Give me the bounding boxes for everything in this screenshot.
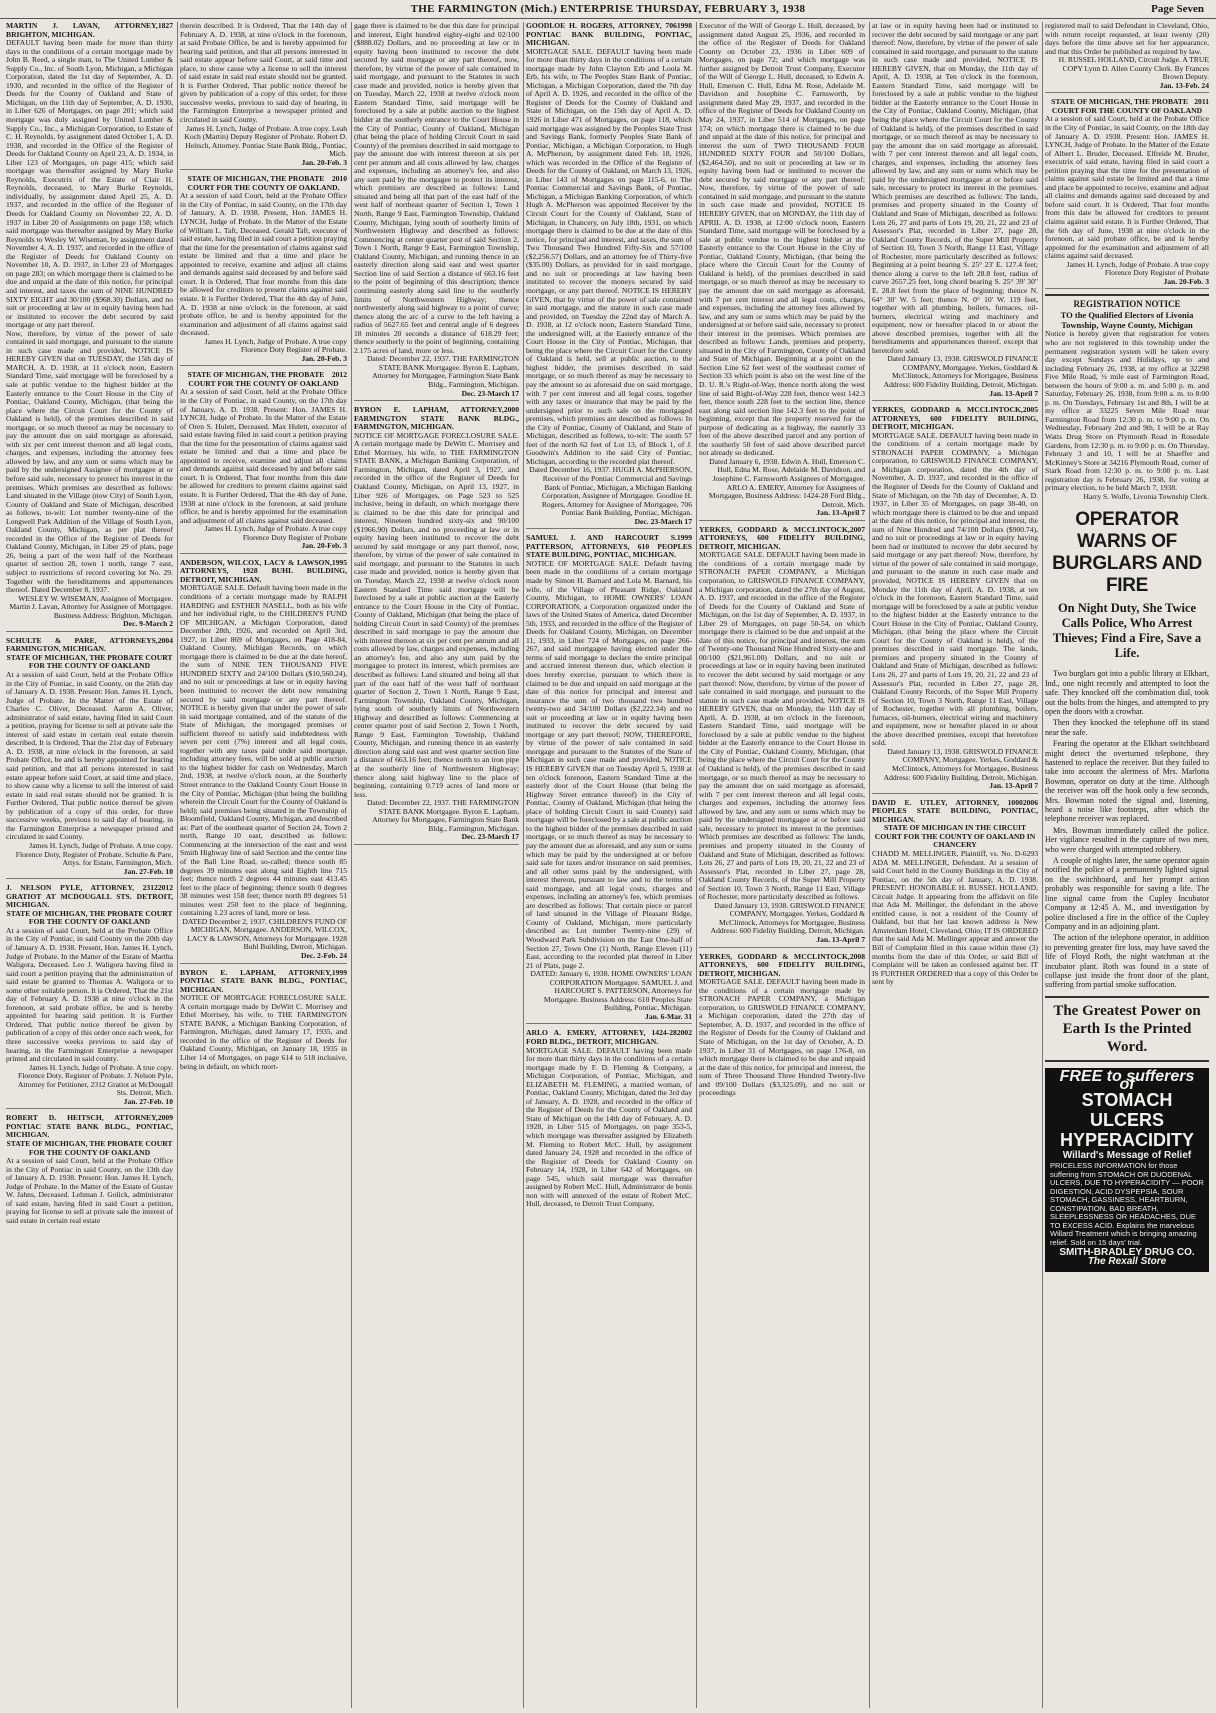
notice-number: 2000 — [503, 405, 519, 415]
story-body — [1045, 669, 1209, 989]
legal-notice — [180, 559, 347, 964]
notice-signature: Dated January 13, 1938. GRISWOLD FINANCE COMPANY, Mortgagee. Yerkes, Goddard & McClintock, Attorneys for Mortgagee, Business Address: 600 Fidelity Building, Detroit, Michigan. — [883, 354, 1038, 389]
legal-notice — [6, 22, 173, 632]
legal-notice — [872, 799, 1038, 987]
notice-heading: ROBERT D. HEITSCH, ATTORNEY, PONTIAC STATE BANK BLDG., PONTIAC, MICHIGAN. — [6, 1113, 173, 1140]
notice-heading: MARTIN J. LAVAN, ATTORNEY, BRIGHTON, MICHIGAN. — [6, 22, 158, 39]
notice-body: At a session of said Court, held at the Probate Office in the City of Pontiac in said County, on the 13th day of January A. D. 1938. Present: Hon. James H. Lynch, Judge of Probate. In the Matter of the Estate of Gustav W. Jahns, Deceased. Lehman J. Golick, administrator of said estate, having filed in said Court a petition, praying for license to sell at private sale the interest of said estate in certain real estate — [6, 1156, 173, 1225]
court-heading: STATE OF MICHIGAN, THE PROBATE COURT FOR THE COUNTY OF OAKLAND — [6, 1139, 173, 1157]
publication-dates: Jan. 27-Feb. 10 — [6, 868, 173, 880]
publication-dates: Jan. 27-Feb. 10 — [6, 1098, 173, 1110]
notice-body: DEFAULT having been made for more than thirty days in the conditions of a certain mortgage made by John B. Reed, a single man, to The United Lumber & Supply Co., Inc. of South Lyon, Michigan, a Michigan Corporation, dated the 1st day of September, A. D. 1930, and recorded in the office of the Register of Deeds for the County of Oakland and State of Michigan, on the 11th day of September, A. D. 1930, in Liber 626 of Mortgages, on page 201; which said mortgage was duly assigned by United Lumber & Supply Co., Inc., a Michigan Corporation, to Estate of C. H. Reynolds, by assignment dated October 1, A. D. 1938, and recorded in the Office of the Register of Deeds for Oakland County on April 23, A. D. 1934, in Liber 123 of Mortgages, on page 415; which said mortgage was thereafter assigned by Mary Burke Reynolds, Executrix of the Estate of Clair H. Reynolds, deceased, to Mary Burke Reynolds, individually, by assignment dated April 25, A. D. 1937, and recorded in the office of the Register of Deeds for Oakland County on November 22, A. D. 1937 in Liber 20 of Assignments on page 158; which said mortgage was thereafter assigned by Mary Burke Reynolds to Wesley W. Wiseman, by assignment dated November 4, A. D. 1937, and recorded in the office of the Register of Deeds for Oakland County on November 10, A. D. 1937, in Liber 23 of Mortgages on page 283; on which mortgage there is claimed to be due and unpaid at the date of this notice, for principal and interest, and taxes the sum of NINE HUNDRED SIXTY EIGHT and 30/100 ($968.30) Dollars, and no suit or proceeding at law or in equity having been had or instituted to recover the debt secured by said mortgage or any part thereof. — [6, 38, 173, 330]
publication-dates: Jan. 13-Feb. 24 — [1045, 82, 1209, 94]
publication-dates: Jan. 20-Feb. 3 — [180, 542, 347, 554]
notice-body: at law or in equity having been had or instituted to recover the debt secured by said mortgage or any part thereof: Now, therefore, by virtue of the power of sale contained in said mortgage, and pursuant to the statute in such case made and provided, NOTICE IS HEREBY GIVEN, that on Monday, the 11th day of April, A. D. 1938, at Ten o'clock in the forenoon, Eastern Standard Time, said mortgage will be foreclosed by a sale at public vendue to the highest bidder at the Easterly entrance to the Court House in the City of Pontiac, Oakland County, Michigan, (that being the place where the Circuit Court for the County of Oakland is held), of the premises described in said mortgage, or so much thereof as may be necessary to pay the amount due on said mortgage as aforesaid, with 7 per cent interest thereon and all legal costs, charges, and expenses, including the attorney fees allowed by law, and any sum or sums which may be paid by the undersigned mortgagee at or before said sale, necessary to protect its interest in the premises. Which premises are described as follows: The lands, premises and property situated in the County of Oakland and State of Michigan, described as follows: Lots 26, 27 and parts of Lots 19, 20, 21, 22 and 23 of Assessor's Plat, recorded in Liber 27, page 28, Oakland County Records, of the Super Mill Property of Section 10, Town 3 North, Range 11 East, Village of Rochester, more particularly described as follows: Beginning at a point bearing S. 25° 23' E. 127.4 feet; thence along a curve to the left 28.8 feet, radius of curve 2657.25 feet, long chord bearing S. 25° 39' 30" E. 28.8 feet from the place of beginning; thence N. 64° 30' W. 5 feet; thence N. 0° 10' W. 119 feet, together with all plumbing, boilers, furnaces, oil-burners, electrical wiring and machinery and equipment, now or hereafter placed in or about the above described premises, together with all the hereditaments and appurtenances thereof, except that heretofore sold. — [872, 22, 1038, 355]
notice-number: 2005 — [1022, 405, 1038, 415]
story-paragraph: Two burglars got into a public library at Elkhart, Ind., one night recently and attempted to loot the safe. They knocked off the combination dial, took out the bolts from the hinges, and attempted to pry open the doors with a crowbar. — [1045, 669, 1209, 716]
notice-body: At a session of said Court, held at the Probate Office in the City of Pontiac, in said County, on the 26th day of January A. D. 1938. Present: Hon. James H. Lynch, Judge of Probate. In the Matter of the Estate of Charles C. Oliver, Deceased. Aaron A. Oliver, administrator of said estate, having filed in said Court a petition, praying for license to sell at private sale the interest of said estate in certain real estate therein described, It is Ordered, That the 21st day of February A. D. 1938, at nine o'clock in the forenoon, at said Probate Office, be and is hereby appointed for hearing said petition, and that all persons interested in said estate appear before said Court, at said time and place, to show cause why a license to sell the interest of said estate in said real estate should not be granted. It is Further Ordered, That public notice thereof be given by publication of a copy of this order, for three successive weeks, previous to said day of hearing, in the Farmington Enterprise a newspaper printed and circulated in said County. — [6, 670, 173, 842]
ad-rexall-store: The Rexall Store — [1087, 1255, 1167, 1267]
ad-willards-message: Willard's Message of Relief — [1062, 1149, 1192, 1161]
notice-body: At a session of said Court, held at the Probate Office in the City of Pontiac, in said County, on the 17th day of January, A. D. 1938. Present, Hon. JAMES H. LYNCH, Judge of Probate. In the Matter of the Estate of William L. Taft, Deceased. Gerald Taft, executor of said estate, having filed in said court a petition praying that the time for the presentation of claims against said estate be limited and that a time and place be appointed to receive, examine and adjust all claims and demands against said deceased by and before said court. It is Ordered, That four months from this date be allowed for creditors to present claims against said estate. It is Further Ordered, That the 4th day of June, A. D. 1938 at nine o'clock in the forenoon, at said probate office, be and is hereby appointed for the examination and adjustment of all claims against said deceased. — [180, 191, 347, 338]
stomach-ulcer-advertisement — [1045, 1068, 1209, 1273]
legal-notice — [526, 534, 692, 1024]
notice-signature: James H. Lynch, Judge of Probate. A true copy. Florence Doty, Register of Probate. Schulte & Pare, Attys. for Estate, Farmington, Mich. — [15, 840, 173, 868]
notice-number: 1999 — [331, 967, 347, 977]
notice-signature: DATED: January 6, 1938. HOME OWNERS' LOAN CORPORATION Mortgagee. SAMUEL J. and HARCOURT S. PATTERSON, Attorneys for Mortgagee. Business Address: 610 Peoples State Building, Pontiac, Michigan. — [530, 969, 692, 1013]
notice-number: 1998 — [676, 22, 692, 30]
notice-signature: Dated: December 22, 1937. THE FARMINGTON STATE BANK Mortgagee. Byron E. Lapham, Attorney for Mortgagee, Farmington State Bank Bldg., Farmington, Michigan. — [366, 354, 519, 389]
notice-heading: YERKES, GODDARD & MCCLINTOCK, ATTORNEYS, 600 FIDELITY BUILDING, DETROIT, MICHIGAN. — [872, 405, 1038, 432]
notice-number: 2007 — [849, 524, 865, 534]
legal-notice — [354, 406, 519, 845]
masthead-title: THE FARMINGTON (Mich.) ENTERPRISE THURSDAY, FEBRUARY 3, 1938 — [410, 3, 806, 15]
publication-dates: Jan. 20-Feb. 3 — [180, 159, 347, 171]
legal-notice — [6, 637, 173, 879]
notice-heading: BYRON E. LAPHAM, ATTORNEY, PONTIAC STATE BANK BLDG., PONTIAC, MICHIGAN. — [180, 967, 347, 994]
notice-body: MORTGAGE SALE. DEFAULT having been made in the conditions of a certain mortgage made by STRONACH PAPER COMPANY, a Michigan corporation, to GRISWOLD FINANCE COMPANY, a Michigan corporation, dated the 27th day of August, A. D. 1937, and recorded in the office of the Register of Deeds for the County of Oakland and State of Michigan, on the 1st day of September, A. D. 1937, in Liber 29 of Mortgages, on page 50-54, on which mortgage there is claimed to be due and unpaid at the date of this notice, for principal and interest, the sum of Twenty-one Thousand Nine Hundred Sixty-one and 00/100 ($21,961.00) Dollars, and no suit or proceedings at law or in equity having been instituted to recover the debt secured by said mortgage or any part thereof: Now, therefore, by virtue of the power of sale contained in said mortgage, and pursuant to the statute in such case made and provided, NOTICE IS HEREBY GIVEN, that on Monday, the 11th day of April, A. D. 1938, at ten o'clock in the forenoon, Eastern Standard Time, said mortgage will be foreclosed by a sale at public vendue to the highest bidder at the Easterly entrance to the Court House in the City of Pontiac, Oakland County, Michigan, (that being the place where the Circuit Court for the County of Oakland is held), of the premises described in said mortgage, or so much thereof as may be necessary to pay the amount due on said mortgage as aforesaid, with 7 per cent interest thereon and all legal costs, charges and expenses, including the attorney fees allowed by law, and any sum or sums which may be paid by the undersigned mortgagee at or before said sale, necessary to protect its interest in the premises. Which premises are described as follows: The lands, premises and property situated in the County of Oakland and State of Michigan, described as follows: Lots 26, 27 and parts of Lots 19, 20, 21, 22 and 23 of Assessor's Plat, recorded in Liber 27, page 28, Oakland County Records, of the Super Mill Property of Section 10, Town 3 North, Range 11 East, Village of Rochester, more particularly described as follows. — [699, 550, 865, 902]
registration-heading: REGISTRATION NOTICE — [1045, 294, 1209, 310]
legal-notice — [180, 371, 347, 553]
publication-dates: Jan. 13-April 7 — [872, 782, 1038, 794]
column-4 — [526, 22, 697, 1708]
notice-body-continued: Now, therefore, by virtue of the power of sale contained in said mortgage, and pursuant to the statute in such case made and provided, NOTICE IS HEREBY GIVEN that on TUESDAY, the 15th day of MARCH, A. D. 1938, at 11 o'clock noon, Eastern Standard Time, said mortgage will be foreclosed by a sale at public vendue to the highest bidder at the Easterly entrance to the Court House in the City of Pontiac, Oakland County, Michigan, (that being the place where the Circuit Court for the County of Oakland is held), of the premises described in said mortgage, or so much thereof as may be necessary to pay the amount due on said mortgage as aforesaid, with six per cent interest thereon and all legal costs, charges, and expenses, including the attorney fees allowed by law, and any sum or sums which may be paid by the undersigned Assignee of mortgagee at or before said sale, necessary to protect his interest in the premises. Which premises are described as follows: Land situated in the Village (now City) of South Lyon, County of Oakland and State of Michigan, described as follows, to-wit: Lot number twenty-nine of the Longwell Park Addition of the Village of South Lyon, Oakland County, Michigan, as per plat thereof recorded in the Office of the Register of Deeds for Oakland County, Michigan, in Liber 29 of plats, page 26, being a part of the west half of the Northeast quarter of section 28, town 1 north, range 7 east, subject to restrictions of record covering lot No. 29. Together with the hereditaments and appurtenances thereof. Dated December 8, 1937. — [6, 328, 173, 595]
publication-dates: Dec. 23-March 17 — [354, 833, 519, 845]
notice-number: 1827 — [157, 22, 173, 30]
legal-notice — [6, 1114, 173, 1225]
notice-body: MORTGAGE SALE. DEFAULT having been made in the conditions of a certain mortgage made by STRONACH PAPER COMPANY, a Michigan corporation, to GRISWOLD FINANCE COMPANY, a Michigan corporation, dated the 4th day of November, A. D. 1937, and recorded in the office of the Register of Deeds for the County of Oakland and State of Michigan, on the 7th day of December, A. D. 1937, in Liber 35 of Mortgages, on page 38-40, on which mortgage there is claimed to be due and unpaid at the date of this notice, for principal and interest, the sum of Nine Hundred and 74/100 Dollars ($900.74), and no suit or proceedings at law or in equity having been had or instituted to recover the debt secured by said mortgage or any part thereof: Now, therefore, by virtue of the power of sale contained in said mortgage, and pursuant to the statute in such case made and provided, NOTICE IS HEREBY GIVEN that on Monday the 11th day of April, A. D. 1938, at ten o'clock in the forenoon, Eastern Standard Time, said mortgage will be foreclosed by a sale at public vendue to the highest bidder at the Easterly entrance to the Court House in the City of Pontiac, Oakland County, Michigan, (that being the place where the Circuit Court for the County of Oakland is held), of the premises described in said mortgage. The lands, premises and property situated in the County of Oakland and State of Michigan, described as follows: Lots 26, 27 and parts of Lots 19, 20, 21, 22 and 23 of Assessor's Plat, recorded in Liber 27, page 28, Oakland County Records, of the Super Mill Property of Section 10, Town 3 North, Range 11 East, Village of Rochester, together with all plumbing, boilers, furnaces, oil-burners, electrical wiring and machinery and equipment, now or hereafter placed in or about the above described premises, except that heretofore sold. — [872, 430, 1038, 748]
notice-heading: SCHULTE & PARE, ATTORNEYS, FARMINGTON, MICHIGAN. — [6, 635, 158, 654]
notice-body: MORTGAGE SALE. DEFAULT having been made in the conditions of a certain mortgage made by STRONACH PAPER COMPANY, a Michigan corporation, to GRISWOLD FINANCE COMPANY, a Michigan corporation, dated the 27th day of September, A. D. 1937, and recorded in the office of the Register of Deeds for the County of Oakland and State of Michigan, on the 1st day of October, A. D. 1937, in Liber 31 of Mortgages, on page 176-8, on which mortgage there is claimed to be due and unpaid at the date of this notice, for principal and interest, the sum of Three Thousand Three Hundred Twenty-five and 09/100 Dollars ($3,325.09), and no suit or proceedings — [699, 977, 865, 1098]
notice-body: gage there is claimed to be due this date for principal and interest, Eight hundred eighty-eight and 02/100 ($888.02) Dollars, and no proceeding at law or in equity having been instituted to recover the debt secured by said mortgage or any part thereof, now, therefore, by virtue of the power of sale contained in said mortgage, and pursuant to the Statutes in such case made and provided, notice is hereby given that on Tuesday, March 22, 1938 at twelve o'clock noon Eastern Standard Time, said mortgage will be foreclosed by a sale at public auction to the highest bidder at the southerly entrance to the Court House in the City of Pontiac, County of Oakland, Michigan (that being the place of holding Circuit Court in said County) of the premises described in said mortgage to pay the amount due with interest thereon at six per cent per annum and all costs allowed by law, charges and expenses, including an attorney's fee, and also any sum paid by the mortgagee to protect its interest, which premises are described as follows: Land situated and being all that part of the east half of the west half of northeast quarter of Section 1, Town 1 North, Range 9 East, Farmington Township, Oakland County, Michigan, lying south of southerly limits of Northwestern Highway and described as follows: Commencing at center quarter post of said Section 2, Town 1 North, Range 9 East, Farmington Township, Oakland County, Michigan, and running thence in an easterly direction along said east and west quarter Section line of said Section a distance of 663.16 feet to the point of beginning of this description; thence continuing easterly along said line to the southerly limits of Northwestern Highway; thence northwesterly along said highway to a point of curve; thence along the arc of a curve to the left having a radius of 5627.65 feet and central angle of 6 degrees 18 minutes 20 seconds a distance of 618.29 feet; thence southerly to the point of beginning, containing 2.175 acres of land, more or less. — [354, 22, 519, 355]
notice-signature: Dated January 6, 1938. Edwin A. Hull, Emerson C. Hull, Edna M. Rose, Adelaide M. Davidson, and Josephine C. Farnsworth Assignees of Mortgagee. ARLO A. EMERY, Attorney for Assignees of Mortgagee, Business Address: 1424-28 Ford Bldg., Detroit, Mich. — [708, 456, 865, 509]
notice-number: 1995 — [331, 557, 347, 567]
story-paragraph: Fearing the operator at the Elkhart switchboard might detect the overturned telephone, they hastened to replace the receiver. But they failed to take into account the alertness of Mrs. Marlotta Bowman, operator on duty at the time. Although the receiver was off the hook only a few seconds, Mrs. Bowman noted the signal and, listening, heard a noise like footsteps, after which the telephone receiver was replaced. — [1045, 739, 1209, 824]
publication-dates: Jan. 20-Feb. 3 — [1045, 278, 1209, 290]
registration-subheading: TO the Qualified Electors of Livonia Township, Wayne County, Michigan — [1060, 310, 1194, 331]
notice-body: Executor of the Will of George L. Hull, deceased, by assignment dated August 25, 1936, and recorded in the office of the Register of Deeds for Oakland County on October 23, 1936 in Liber 609 of Mortgages, on page 72; and which mortgage was further assigned by Detroit Trust Company, Executor of the Will of George L. Hull, deceased, to Edwin A. Hull, Emerson C. Hull, Edna M. Rose, Adelaide M. Davidson and Josephine C. Farnsworth, by assignment dated May 29, 1937, and recorded in the office of the Register of Deeds for Oakland County on May 24, 1937, in Liber 514 of Mortgages, on page 174; on which mortgage there is claimed to be due and unpaid at the date of this notice, for principal and interest the sum of TWO THOUSAND FOUR HUNDRED SIXTY FOUR and 50/100 Dollars, ($2,464.50), and no suit or proceeding at law or in equity having been had or instituted to recover the debt secured by said mortgage or any part thereof; Now, therefore, by virtue of the power of sale contained in said mortgage, and pursuant to the statute in such case made and provided, NOTICE IS HEREBY GIVEN, that on MONDAY, the 11th day of APRIL A. D. 1938, at 12:00 o'clock noon, Eastern Standard Time, said mortgage will be foreclosed by a sale at public vendue to the highest bidder at the Easterly entrance to the Court House in the City of Pontiac, Oakland County, Michigan, (that being the place where the Circuit Court for the County of Oakland is held), of the premises described in said mortgage, or so much thereof as may be necessary to pay the amount due on said mortgage as aforesaid, with 7 per cent interest and all legal costs, charges, and expenses, including the attorney fees allowed by law, and any sum or sums which may be paid by the undersigned at or before said sale, necessary to protect their interest in the premises. Which premises are described as follows: Lands, premises and property, situated in the City of Farmington, County of Oakland and State of Michigan. Beginning at a point on the Section Line 62 feet west of the southeast corner of Section 33 which point is also on the west line of the D. U. R.'s Right-of-Way, thence north along the west line of said Right-of-Way 228 feet, thence west 142.3 feet, thence south 228 feet to the section line, thence east along said section line 142.3 feet to the point of beginning, except that the property reserved for the purpose of dedicating as a highway, the easterly 33 feet of the above described parcel and any portion of the southerly 50 feet of said above described parcel not already so dedicated. — [699, 22, 865, 458]
legal-notice — [180, 175, 347, 366]
publication-dates: Jan. 6-Mar. 31 — [526, 1013, 692, 1025]
notice-heading: J. NELSON PYLE, ATTORNEY, 2312 GRATIOT AT MCDOUGALL STS. DETROIT, MICHIGAN. — [6, 883, 173, 910]
notice-signature: WESLEY W. WISEMAN, Assignee of Mortgagee. Martin J. Lavan, Attorney for Assignee of Mortgagee. Business Address: Brighton, Michigan. — [9, 593, 173, 620]
notice-heading: GOODLOE H. ROGERS, ATTORNEY, 706 PONTIAC BANK BUILDING, PONTIAC, MICHIGAN. — [526, 22, 692, 48]
registration-notice — [1045, 294, 1209, 501]
court-heading: STATE OF MICHIGAN, THE PROBATE COURT FOR THE COUNTY OF OAKLAND. — [187, 174, 340, 192]
notice-signature: James H. Lynch, Judge of Probate. A true copy Florence Doty Register of Probate — [204, 524, 347, 542]
notice-body: At a session of said Court, held at the Probate Office in the City of Pontiac, in said County, on the 17th day of January, A. D. 1938. Present: Hon. JAMES H. LYNCH, Judge of Probate. In the Matter of the Estate of Oren S. Hulett, Deceased. Max Hulett, executor of said estate having filed in said court a petition praying that the time for the presentation of claims against said estate be limited and that a time and place be appointed to receive, examine and adjust all claims and demands against said deceased by and before said court. It is Ordered, That four months from this date be allowed for creditors to present claims against said estate. It is Further Ordered, That the 4th day of June, 1938 at nine o'clock in the forenoon, at said probate office, be and is hereby appointed for the examination and adjustment of all claims against said deceased. — [180, 387, 347, 525]
notice-body: NOTICE OF MORTGAGE FORECLOSURE SALE. A certain mortgage made by DeWitt C. Morrisey and Ethel Morrisey, his wife, to THE FARMINGTON STATE BANK, a Michigan Banking Corporation, of Farmington, Michigan, dated January 17, 1935, and recorded in the office of the Register of Deeds for Oakland County, Michigan, on January 18, 1935 in Liber 14 of Mortgages, on page 614 to 518 inclusive, being in default, on which mort- — [180, 993, 347, 1071]
notice-heading: SAMUEL J. AND HARCOURT S. PATTERSON, ATTORNEYS, 610 PEOPLES STATE BUILDING, PONTIAC, MICHIGAN. — [526, 533, 692, 560]
column-5 — [699, 22, 870, 1708]
publication-dates: Dec. 23-March 17 — [354, 390, 519, 402]
notice-body: MORTGAGE SALE. Default having been made in the conditions of a certain mortgage made by RALPH HARDING and ESTHER NASELL, both as his wife and her individual right, to the CHILDREN'S FUND OF MICHIGAN, a Michigan Corporation, dated December 28th, 1926, and recorded on April 3rd, 1927, in Liber 869 of Mortgages, on Page 418-84, Oakland County, Michigan Records, on which mortgage there is claimed to be due at the date hereof, the sum of NINE TEN THOUSAND FIVE HUNDRED SIXTY and 24/100 Dollars ($10,560.24), and no suit or proceedings at law or in equity having been instituted to recover the debt now remaining secured by said mortgage or any part thereof. NOTICE is hereby given that under the power of sale in said mortgage contained, and of the statute of the State of Michigan, the mortgaged premises or sufficient thereof to satisfy said indebtedness with seven per cent (7%) interest and all legal costs, together with any taxes paid under said mortgage, including attorney fees, will be sold at public auction to the highest bidder for cash on Wednesday, March 2nd, 1938, at twelve o'clock noon, at the Southerly Street entrance to the Oakland County Court House in the City of Pontiac, Michigan (that being the building wherein the Circuit Court for the County of Oakland is held); said premises being situated in the Township of Bloomfield, Oakland County, Michigan, and described as: Part of the southeast quarter of Section 24, Town 2 north, Range 10 east, described as follows: Commencing at the intersection of the east and west Smith Highway line of said Section and the center line of the Ball Line Road, so-called; thence south 85 degrees 39 minutes east along said Eighth line 715 feet; thence north 2 degrees 44 minutes east 413.45 feet to the place of beginning; thence south 0 degrees 38 minutes west 158 feet; thence north 89 degrees 51 minutes west 250 feet to the place of beginning, containing 1.23 acres of land, more or less. — [180, 583, 347, 918]
notice-body: MORTGAGE SALE. DEFAULT having been made for more than thirty days in the conditions of a certain mortgage made by John Clayton Erb and Loola M. Erb, his wife, to The Peoples State Bank of Pontiac, Michigan, a Michigan Corporation, dated the 7th day of April A. D. 1926, and recorded in the office of the Register of Deeds for the County of Oakland and State of Michigan, on the 15th day of April A. D. 1926 in Liber 471 of Mortgages, on page 118, which said mortgage was assigned by the Peoples State Trust and Savings Bank, formerly Peoples State Bank of Pontiac, Michigan, a Michigan Corporation, to Hugh A. McPherson, by assignment dated Feb. 18, 1926, which was recorded in the Office of the Register of Deeds for the County of Oakland, on March 13, 1926, in Liber 143 of Mortgages on page 115-6, to The Pontiac Commercial and Savings Bank, of Pontiac, Michigan, a Michigan Banking Corporation, of which Hugh A. McPherson was appointed Receiver by the Circuit Court for the County of Oakland, State of Michigan, in Chancery, on July 18th, 1931, on which mortgage there is claimed to be due at the date of this notice, for principal and interest, and taxes, the sum of Two Thousand Two Hundred Fifty-Six and 57/100 ($2,256.57) Dollars, and an attorney fee of Thirty-five ($35.00) Dollars, as provided for in said mortgage, and no suit or proceedings at law having been instituted to recover the moneys secured by said mortgage, or any part thereof. NOTICE IS HEREBY GIVEN, that by virtue of the power of sale contained in said mortgage, and the statute in such case made and provided, on Tuesday the 22nd day of March A. D. 1938, at 12 o'clock noon, Eastern Standard Time, the undersigned will, at the Easterly entrance of the Court House in the City of Pontiac, Michigan, that being the place where the Circuit Court for the County of Oakland is held, sell at public auction, to the highest bidder, the premises described in said mortgage, or so much thereof as may be necessary to pay the amount so as aforesaid due on said mortgage, with 7 per cent interest and all legal costs, together with any taxes or insurance that may be paid by the undersigned prior to such sale on the mortgaged premises, which premises are described as follows: In the City of Pontiac, County of Oakland, and State of Michigan, described as follows, to-wit: The south 57 feet of the north 62 feet of Lot 13, of Block 1, of J. Goodwin's Addition to the said City of Pontiac, Michigan, according to the recorded plat thereof. — [526, 46, 692, 466]
publication-dates: Dec. 23-March 17 — [526, 518, 692, 530]
story-paragraph: Mrs. Bowman immediately called the police. Her vigilance resulted in the capture of two men, who were charged with attempted robbery. — [1045, 825, 1209, 854]
notice-number: 1999 — [676, 533, 692, 543]
legal-notice — [1045, 22, 1209, 93]
notice-body: therein described. It is Ordered, That the 14th day of February A. D. 1938, at nine o'clock in the forenoon, at said Probate Office, be and is hereby appointed for hearing said petition, and that all persons interested in said estate appear before said Court, at said time and place, to show cause why a license to sell the interest of said estate in said real estate should not be granted. It is Further Ordered, That public notice thereof be given by publication of a copy of this order, for three successive weeks, previous to said day of hearing, in the Farmington Enterprise a newspaper printed and circulated in said County. — [180, 22, 347, 125]
ad-hyperacidity: HYPERACIDITY — [1059, 1129, 1194, 1150]
notice-number: 2012 — [331, 370, 347, 380]
notice-signature: Dated January 13, 1938. GRISWOLD FINANCE COMPANY, Mortgagee. Yerkes, Goddard & McClintock, Attorneys for Mortgagee, Business Address: 600 Fidelity Building, Detroit, Michigan. — [883, 746, 1038, 782]
legal-notice — [354, 22, 519, 401]
notice-number: 2006 — [1022, 797, 1038, 807]
notice-signature: Dated: December 22, 1937. THE FARMINGTON STATE BANK Mortgagee. Byron E. Lapham, Attorney for Mortgagee, Farmington State Bank Bldg., Farmington, Michigan. — [366, 798, 519, 833]
legal-notice — [699, 526, 865, 948]
court-heading: STATE OF MICHIGAN, THE PROBATE COURT FOR THE COUNTY OF OAKLAND — [6, 908, 173, 927]
legal-notice — [699, 22, 865, 521]
story-paragraph: The action of the telephone operator, in addition to preventing greater fire loss, may have saved the life of Floyd Roth, the night watchman at the incubator plant. Roth was found in a state of collapse just inside the front door of the plant, suffering from partial smoke suffocation. — [1045, 933, 1209, 990]
column-3 — [354, 22, 524, 1708]
notice-number: 2011 — [1194, 97, 1209, 107]
notice-body: NOTICE OF MORTGAGE FORECLOSURE SALE. A certain mortgage made by DeWitt C. Morrisey and Ethel Morrisey, his wife, to THE FARMINGTON STATE BANK, a Michigan Banking Corporation, of Farmington, Michigan, dated April 3, 1927, and recorded in the office of the Register of Deeds for Oakland County, Michigan, on April 13, 1927, in Liber 926 of Mortgages, on Page 523 to 525 inclusive, being in default, on which mortgage there is claimed to be due this date for principal and interest, Nineteen hundred sixty-six and 90/100 ($1966.90) Dollars, and no proceeding at law or in equity having been instituted to recover the debt secured by said mortgage or any part thereof, now, therefore, by virtue of the power of sale contained in said mortgage, and pursuant to the Statutes in such case made and provided, notice is hereby given that on Tuesday, March 22, 1938 at twelve o'clock noon Eastern Standard Time said mortgage will be foreclosed by a sale at public auction at the Easterly entrance to the Court House in the City of Pontiac, County of Oakland, Michigan (that being the place of holding Circuit Court in said County) of the premises described in said mortgage to pay the amount due with interest thereon at six per cent per annum and all costs allowed by law, charges and expenses, including an attorney's fee, and also any sum paid by the mortgagee to protect its interest, which premises are described as follows: Land situated and being all that part of the east half of the west half of northeast quarter of Section 2, Town 1 North, Range 9 East, Farmington Township, Oakland County, Michigan, lying south of southerly limits of Northwestern Highway and described as follows: Commencing at center quarter post of said Section 2, Town 1 North, Range 9 East, Farmington Township, Oakland County, Michigan, and running thence in an easterly direction along said east and west quarter section line a distance of 663.16 feet; thence north to an iron pipe at the southerly line of Northwestern Highway; thence along said highway line to the place of beginning, containing 0.719 acres of land more or less. — [354, 430, 519, 799]
ad-stomach-ulcers: STOMACH ULCERS — [1081, 1089, 1173, 1130]
publication-dates: Jan. 13-April 7 — [872, 390, 1038, 402]
column-6 — [872, 22, 1043, 1708]
legal-notice — [872, 406, 1038, 794]
legal-notice — [180, 22, 347, 170]
notice-signature: H. RUSSEL HOLLAND, Circuit Judge. A TRUE COPY Lynn D. Allen County Clerk. By Frances Brown Deputy. — [1058, 55, 1209, 82]
column-1 — [6, 22, 178, 1708]
notice-heading: YERKES, GODDARD & MCCLINTOCK, ATTORNEYS, 600 FIDELITY BUILDING, DETROIT, MICHIGAN. — [699, 524, 865, 551]
printed-word-box: The Greatest Power on Earth Is the Printed Word. — [1045, 996, 1209, 1062]
notice-body: At a session of said Court, held at the Probate Office in the City of Pontiac, in said County on the 20th day of January A. D. 1938. Present, Hon. James H. Lynch, Judge of Probate. In the Matter of the Estate of Martha Waligora, Deceased. Leo J. Waligora having filed in said court a petition praying that the administration of said estate be granted to Thomas A. Waligora or to some other suitable person. It is Ordered, That the 21st day of February A. D. 1938 at nine o'clock in the forenoon, at said probate office, be and is hereby appointed for hearing said petition. It is Further Ordered, That public notice thereof be given by publication of a copy of this order once each week, for three successive weeks previous to said day of hearing, in the Farmington Enterprise a newspaper printed and circulated in said county. — [6, 925, 173, 1064]
notice-number: 2009 — [157, 1113, 173, 1123]
ad-store-name: SMITH-BRADLEY DRUG CO. — [1059, 1247, 1195, 1259]
page-number: Page Seven — [1151, 3, 1204, 15]
registration-body: Notice is hereby given that registration for voters who are not registered in this township under the permanent registration system will be taken every day except Sundays and Holidays, up to and including February 26, 1938, at my office at 32298 Five Mile Road, ½ mile east of Farmington Road, between the hours of 9:00 a. m. and 5:00 p. m. and Saturday, February 26, 1938, from 9:00 a. m. to 8:00 p. m. On Tuesdays, February 1st and 8th, I will be at my office at 33225 Seven Mile Road near Farmington Road from 12:30 p. m. to 9:00 p. m. On Wednesday, February 2nd and 9th, I will be at Ray Watts Drug Store on Plymouth Road in Rosedale Gardens, from 12:30 p. m. to 9:00 p. m. On Thursday, February 3 and 10, I will be at Shaeffer and McKinney's Store at 34216 Plymouth Road, corner of Stark Road from 12:30 p. m. to 9:00 p. m. Last registration day is February 26, 1938, for voting at primary election, to be held March 7, 1938. — [1045, 329, 1209, 493]
story-headline: OPERATOR WARNS OF BURGLARS AND FIRE — [1052, 509, 1202, 597]
publication-dates: Jan. 13-April 7 — [699, 509, 865, 521]
ad-body: PRICELESS INFORMATION for those suffering from STOMACH OR DUODENAL ULCERS, DUE TO HYPERACIDITY — POOR DIGESTION, ACID DYSPEPSIA, SOUR STOMACH, GASSINESS, HEARTBURN, CONSTIPATION, BAD BREATH, SLEEPLESSNESS OR HEADACHES, DUE TO EXCESS ACID. Explains the marvelous Willard Treatment which is bringing amazing relief. Sold on 15 days' trial. — [1050, 1161, 1204, 1247]
court-heading: STATE OF MICHIGAN IN THE CIRCUIT COURT FOR THE COUNTY OF OAKLAND IN CHANCERY — [874, 823, 1036, 850]
masthead — [0, 0, 1216, 19]
notice-heading: YERKES, GODDARD & MCCLINTOCK, ATTORNEYS, 600 FIDELITY BUILDING, DETROIT, MICHIGAN. — [699, 951, 865, 978]
story-paragraph: A couple of nights later, the same operator again notified the police of a permanently lighted signal on the switchboard, and her prompt action probably was responsible for saving a life. The line signal came from the Cupley Incubator Company at 12:45 A. M., and investigation by police disclosed a fire in the office of the Cupley Company and in an adjoining plant. — [1045, 856, 1209, 931]
legal-notice — [872, 22, 1038, 401]
notice-heading: ARLO A. EMERY, ATTORNEY, 1424-28 FORD BLDG., DETROIT, MICHIGAN. — [526, 1028, 677, 1046]
notice-heading: DAVID E. UTLEY, ATTORNEY, 1000 PEOPLES STATE BUILDING, PONTIAC, MICHIGAN. — [872, 797, 1038, 824]
registration-signature: Harry S. Wolfe, Livonia Township Clerk. — [1083, 491, 1209, 501]
legal-notice — [1045, 98, 1209, 289]
story-paragraph: Then they knocked the telephone off its stand near the safe. — [1045, 718, 1209, 737]
notice-heading: ANDERSON, WILCOX, LACY & LAWSON, ATTORNEYS, 1928 BUHL BUILDING, DETROIT, MICHIGAN. — [180, 557, 347, 584]
legal-notice — [6, 884, 173, 1109]
ad-free-line: FREE to sufferers of — [1059, 1067, 1195, 1094]
court-heading: STATE OF MICHIGAN, THE PROBATE COURT FOR THE COUNTY OF OAKLAND — [187, 370, 339, 388]
notice-body: CHADD M. MELLINGER, Plaintiff, vs. No. D-6293 ADA M. MELLINGER, Defendant. At a session of said Court held in the County Buildings in the City of Pontiac, on the 5th day of January, A. D. 1938. PRESENT: HONORABLE H. RUSSEL HOLLAND, Circuit Judge. It appearing from the affidavit on file that Ada M. Mellinger, the defendant in the above entitled cause, is not a resident of the County of Oakland, but that her last known address is New Amsterdam Hotel, Cleveland, Ohio; IT IS ORDERED that the said Ada M. Mellinger appear and answer the Bill of Complaint filed in this cause within three (3) months from the date of this Order, or said Bill of Complaint will be taken as confessed against her. IT IS FURTHER ORDERED that a copy of this Order be sent by — [872, 848, 1038, 987]
legal-notice — [526, 22, 692, 529]
notice-body: At a session of said Court, held at the Probate Office in the City of Pontiac, in said County, on the 18th day of January A. D. 1938. Present: Hon. JAMES H. LYNCH, Judge of Probate. In the Matter of the Estate of Albert L. Bruder, Deceased. Elfreide M. Bruder, executrix of said estate, having filed in said court a petition praying that the time for the presentation of claims against said estate be limited and that a time and place be appointed to receive, examine and adjust all claims and demands against said deceased by and before said court. It is Ordered, That four months from this date be allowed for creditors to present claims against said estate. It is Further Ordered, That the 6th day of June, 1938 at nine o'clock in the forenoon, at said probate office, be and is hereby appointed for the examination and adjustment of all claims against said deceased. — [1045, 114, 1209, 261]
notice-number: 2012 — [157, 883, 173, 893]
legal-notice — [180, 969, 347, 1072]
notice-signature: James H. Lynch, Judge of Probate. A true copy Florence Doty Register of Probate. — [204, 336, 347, 355]
legal-notice — [526, 1029, 692, 1208]
notice-signature: DATED December 2, 1937. CHILDREN'S FUND OF MICHIGAN, Mortgagee. ANDERSON, WILCOX, LACY & LAWSON, Attorneys for Mortgagee. 1928 Buhl Building, Detroit, Michigan. — [182, 916, 347, 952]
court-heading: STATE OF MICHIGAN, THE PROBATE COURT FOR THE COUNTY OF OAKLAND — [6, 652, 173, 671]
column-2 — [180, 22, 352, 1708]
notice-number: 2004 — [157, 635, 173, 645]
column-7 — [1045, 22, 1213, 1708]
notice-signature: James H. Lynch, Judge of Probate. A true copy. Leah Koch (Martin) Deputy Register of Probate. Robert D. Heitsch, Attorney. Pontiac State Bank Bldg., Pontiac, Mich. — [184, 123, 347, 159]
notice-signature: James H. Lynch, Judge of Probate. A true copy. Florence Doty, Register of Probate. J. Nelson Pyle, Attorney for Petitioner, 2312 Gratiot at McDougall Sts. Detroit, Mich. — [17, 1062, 173, 1098]
notice-signature: Dated December 16, 1937. HUGH A. McPHERSON, Receiver of the Pontiac Commercial and Savings Bank of Pontiac, Michigan, a Michigan Banking Corporation, Assignee of Mortgagee. Goodloe H. Rogers, Attorney for Assignee of Mortgagee, 706 Pontiac Bank Building, Pontiac, Michigan. — [529, 465, 692, 518]
notice-number: 2010 — [331, 174, 347, 184]
notice-body: registered mail to said Defendant in Cleveland, Ohio, with return receipt requested, at least twenty (20) days before the time above set for her appearance, and that this Order be published as required by law. — [1045, 22, 1209, 56]
story-subhead: On Night Duty, She Twice Calls Police, Who Arrest Thieves; Find a Fire, Save a Life. — [1052, 601, 1202, 661]
publication-dates: Jan. 20-Feb. 3 — [180, 355, 347, 367]
publication-dates: Dec. 2-Feb. 24 — [180, 952, 347, 964]
notice-body: MORTGAGE SALE. DEFAULT having been made for more than thirty days in the conditions of a certain mortgage made by F. D. Fleming & Company, a Michigan Corporation, of Pontiac, Michigan, and ELIZABETH M. FLEMING, a married woman, of Pontiac, Oakland County, Michigan, dated the 3rd day of January, A. D. 1928, and recorded in the office of the Register of Deeds for the County of Oakland and State of Michigan on the 14th day of February, A. D. 1928, in Liber 515 of Mortgages, on page 353-5, which mortgage was thereafter assigned by Elizabeth M. Fleming to Robert McC. Hull, by assignment dated January 24, 1928 and recorded in the office of the Register of Deeds for Oakland County on February 14, 1928, in Liber 642 of Mortgages, on page 545, which said mortgage was thereafter assigned by Robert McC. Hull, Administrator de bonis non with will annexed of the estate of Robert McC. Hull, deceased, to Detroit Trust Company, — [526, 1045, 692, 1209]
court-heading: STATE OF MICHIGAN, THE PROBATE COURT FOR THE COUNTY OF OAKLAND — [1051, 97, 1203, 115]
notice-body: NOTICE OF MORTGAGE SALE. Default having been made in the conditions of a certain mortgage made by Simon H. Barnard and Lola M. Barnard, his wife, of the Village of Pleasant Ridge, Oakland County, Michigan, to HOME OWNERS' LOAN CORPORATION, a Corporation organized under the laws of the United States of America, dated December 5th, 1933, and recorded in the office of the Register of Deeds for Oakland County, Michigan, on December 11, 1933, in Liber 724 of Mortgages, on page 266-267, and said mortgagee having elected under the terms of said mortgage to declare the entire principal and accrued interest thereon due, which election it does hereby exercise, pursuant to which there is claimed to be due and unpaid on said mortgage at the date of this notice for principal and interest and insurance the sum of two thousand two hundred twenty-two and 34/100 Dollars ($2,222.34) and no suit or proceeding at law or in equity having been instituted to recover the debt secured by said mortgage or any part thereof; NOW, THEREFORE, by virtue of the power of sale contained in said mortgage and pursuant to the Statutes of the State of Michigan in such case made and provided, NOTICE IS HEREBY GIVEN that on Tuesday April 5, 1938 at ten o'clock forenoon, Eastern Standard Time at the easterly door of the Court House (that being the Highway Street entrance thereof) in the City of Pontiac, County of Oakland, Michigan (that being the place of holding Circuit Court in said County) said mortgage will be foreclosed by a sale at public auction to the highest bidder of the premises described in said mortgage, or so much thereof as may be necessary to pay the amount due as aforesaid, and any sum or sums which may be paid by the undersigned at or before said sale for taxes and/or insurance on said premises, and all other sums paid by the undersigned, with interest thereon, pursuant to law and to the terms of said mortgage, and all legal costs, charges and expenses, including an attorney's fee, which premises are described as follows: That certain piece or parcel of land situated in the Village of Pleasant Ridge, County of Oakland, Michigan, more particularly described as: Lot number Twenty-nine (29) of Woodward Park Subdivision on the East One-half of Section 27, Town One (1) North, Range Eleven (11) East, according to the recorded plat thereof in Liber 21 of Plats, page 2. — [526, 558, 692, 970]
notice-signature: James H. Lynch, Judge of Probate. A true copy Florence Doty Register of Probate — [1066, 259, 1209, 278]
publication-dates: Jan. 13-April 7 — [699, 936, 865, 948]
notice-number: 2008 — [849, 951, 865, 961]
notice-heading: BYRON E. LAPHAM, ATTORNEY, FARMINGTON STATE BANK BLDG., FARMINGTON, MICHIGAN. — [354, 405, 519, 432]
notice-number: 2002 — [676, 1028, 692, 1038]
notice-signature: Dated January 13, 1938. GRISWOLD FINANCE COMPANY, Mortgagee. Yerkes, Goddard & McClintock, Attorneys for Mortgagee, Business Address: 600 Fidelity Building, Detroit, Michigan. — [710, 900, 865, 936]
legal-notice — [699, 953, 865, 1098]
publication-dates: Dec. 9-March 2 — [6, 620, 173, 632]
